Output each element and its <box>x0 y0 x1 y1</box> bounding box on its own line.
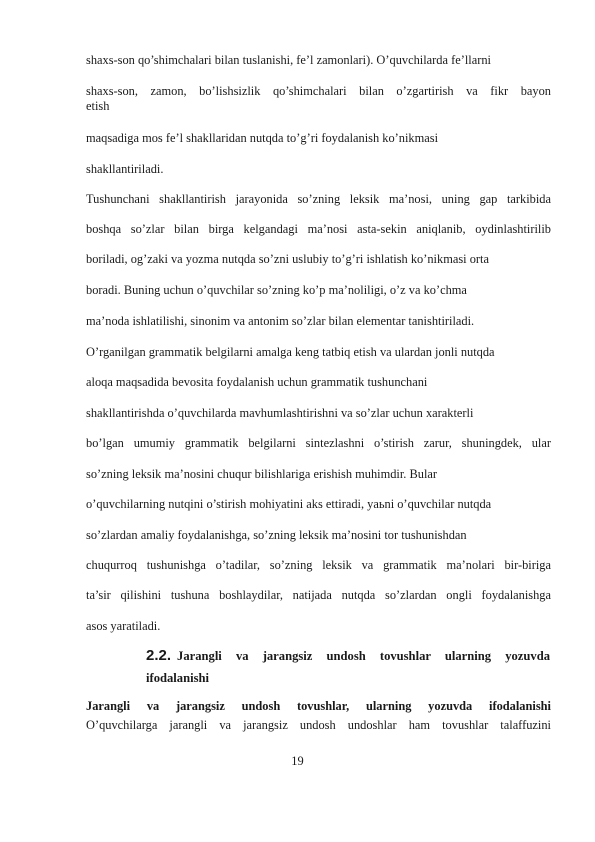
text-line: etish <box>86 99 110 113</box>
text-line: ma’noda ishlatilishi, sinonim va antonim so’zlar bilan elementar tanishtiriladi. <box>86 314 475 328</box>
text-line: Tushunchani shakllantirish jarayonida so’zning leksik ma’nosi, uning gap tarkibida <box>86 192 551 206</box>
text-line: so’zlardan amaliy foydalanishga, so’zning leksik ma’nosini tor tushunishdan <box>86 528 467 542</box>
text-line: shakllantiriladi. <box>86 162 164 176</box>
section-heading-row <box>146 648 550 664</box>
text-line: aloqa maqsadida bevosita foydalanish uchun grammatik tushunchani <box>86 375 428 389</box>
text-line: chuqurroq tushunishga o’tadilar, so’zning leksik va grammatik ma’nolari bir-biriga <box>86 558 551 572</box>
text-line: maqsadiga mos fe’l shakllaridan nutqda to’g’ri foydalanish ko’nikmasi <box>86 131 439 145</box>
page-number: 19 <box>291 754 304 768</box>
section-number: 2.2. <box>146 647 172 664</box>
text-line: shaxs-son qo’shimchalari bilan tuslanishi, fe’l zamonlari). O’quvchilarda fe’llarni <box>86 53 491 67</box>
section-heading <box>146 648 550 686</box>
text-line: boshqa so’zlar bilan birga kelgandagi ma’nosi asta-sekin aniqlanib, oydinlashtirilib <box>86 222 551 236</box>
text-line: shakllantirishda o’quvchilarda mavhumlashtirishni va so’zlar uchun xarakterli <box>86 406 474 420</box>
text-line: o’quvchilarning nutqini o’stirish mohiyatini aks ettiradi, yaьni o’quvchilar nutqda <box>86 497 492 511</box>
text-line: boradi. Buning uchun o’quvchilar so’zning ko’p ma’noliligi, o’z va ko’chma <box>86 283 467 297</box>
text-line: O’rganilgan grammatik belgilarni amalga keng tatbiq etish va ulardan jonli nutqda <box>86 345 495 359</box>
text-line: so’zning leksik ma’nosini chuqur bilishlariga erishish muhimdir. Bular <box>86 467 438 481</box>
text-line: O’quvchilarga jarangli va jarangsiz undosh undoshlar ham tovushlar talaffuzini <box>86 718 551 732</box>
section-title-continued: ifodalanishi <box>146 671 209 685</box>
text-line: boriladi, og’zaki va yozma nutqda so’zni uslubiy to’g’ri ishlatish ko’nikmasi orta <box>86 252 489 266</box>
text-line: bo’lgan umumiy grammatik belgilarni sintezlashni o’stirish zarur, shuningdek, ular <box>86 436 551 450</box>
subheading: Jarangli va jarangsiz undosh tovushlar, ularning yozuvda ifodalanishi <box>86 699 551 713</box>
section-title: Jarangli va jarangsiz undosh tovushlar ularning yozuvda <box>177 649 550 663</box>
text-line: asos yaratiladi. <box>86 619 161 633</box>
text-line: ta’sir qilishini tushuna boshlaydilar, natijada nutqda so’zlardan ongli foydalanishga <box>86 588 551 602</box>
text-line: shaxs-son, zamon, bo’lishsizlik qo’shimchalari bilan o’zgartirish va fikr bayon <box>86 84 551 98</box>
